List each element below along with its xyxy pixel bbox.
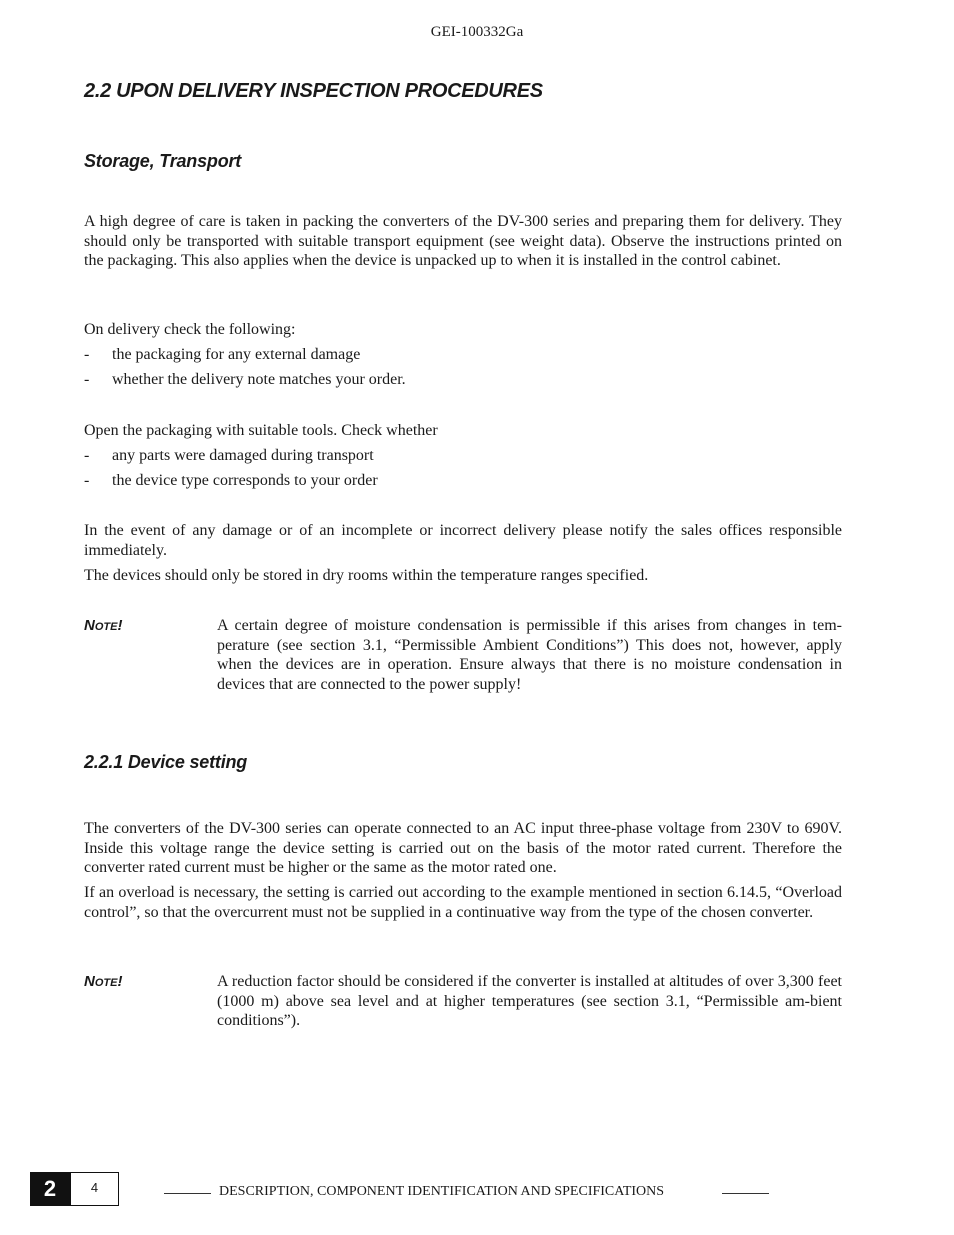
note-text: A reduction factor should be considered if the converter is installed at altitudes of over 3,300 feet (1000 m) above sea level and at higher temperatures (see section 3.1, “Permissible am-bient conditions”). (217, 973, 842, 1029)
chapter-number: 2 (30, 1172, 70, 1206)
list-item-text: the device type corresponds to your order (112, 472, 378, 489)
intro-paragraph: A high degree of care is taken in packing the converters of the DV-300 series and preparing them for delivery. They should only be transported with suitable transport equipment (see weight data). Observe the instructions printed on the packaging. This also applies when the device is unpacked up to when it is installed in the control cabinet. (84, 213, 842, 269)
delivery-check-lead: On delivery check the following: (84, 321, 296, 338)
note-text: A certain degree of moisture condensation is permissible if this arises from changes in tem-perature (see section 3.1, “Permissible Ambient Conditions”) This does not, however, apply when the devices are in operation. Ensure always that there is no moisture condensation in devices that are connected to the power supply! (217, 617, 842, 693)
footer-title: DESCRIPTION, COMPONENT IDENTIFICATION AND SPECIFICATIONS (219, 1184, 665, 1199)
bullet-dash: - (84, 447, 90, 464)
note-label-initial: N (84, 617, 95, 634)
note-label (84, 973, 122, 990)
bullet-dash: - (84, 371, 90, 388)
section-subtitle: Storage, Transport (84, 151, 242, 171)
storage-notice: The devices should only be stored in dry rooms within the temperature ranges specified. (84, 567, 649, 584)
open-check-lead: Open the packaging with suitable tools. Check whether (84, 422, 438, 439)
subsection-title: 2.2.1 Device setting (84, 752, 248, 772)
footer-rule-left (164, 1193, 211, 1194)
footer-rule-right (722, 1193, 769, 1194)
note-label-initial: N (84, 973, 95, 990)
list-item-text: any parts were damaged during transport (112, 447, 374, 464)
bullet-dash: - (84, 472, 90, 489)
note-label (84, 617, 122, 634)
page-number: 4 (70, 1172, 119, 1206)
list-item-text: the packaging for any external damage (112, 346, 361, 363)
note-label-exclamation: ! (117, 617, 123, 634)
section-title: 2.2 UPON DELIVERY INSPECTION PROCEDURES (84, 80, 543, 102)
note-label-exclamation: ! (117, 973, 123, 990)
device-setting-paragraph: The converters of the DV-300 series can operate connected to an AC input three-phase voltage from 230V to 690V. Inside this voltage range the device setting is carried out on the basis of the motor rated current. Therefore the converter rated current must be higher or the same as the motor rated one. (84, 820, 842, 876)
bullet-dash: - (84, 346, 90, 363)
note-label-smallcaps: OTE (94, 621, 118, 633)
overload-paragraph: If an overload is necessary, the setting is carried out according to the example mentioned in section 6.14.5, “Overload control”, so that the overcurrent must not be supplied in a continuative way from the type of the chosen converter. (84, 884, 842, 921)
list-item-text: whether the delivery note matches your order. (112, 371, 406, 388)
note-label-smallcaps: OTE (94, 977, 118, 989)
document-id: GEI-100332Ga (430, 24, 524, 40)
damage-notice: In the event of any damage or of an incomplete or incorrect delivery please notify the sales offices responsible immediately. (84, 522, 842, 559)
